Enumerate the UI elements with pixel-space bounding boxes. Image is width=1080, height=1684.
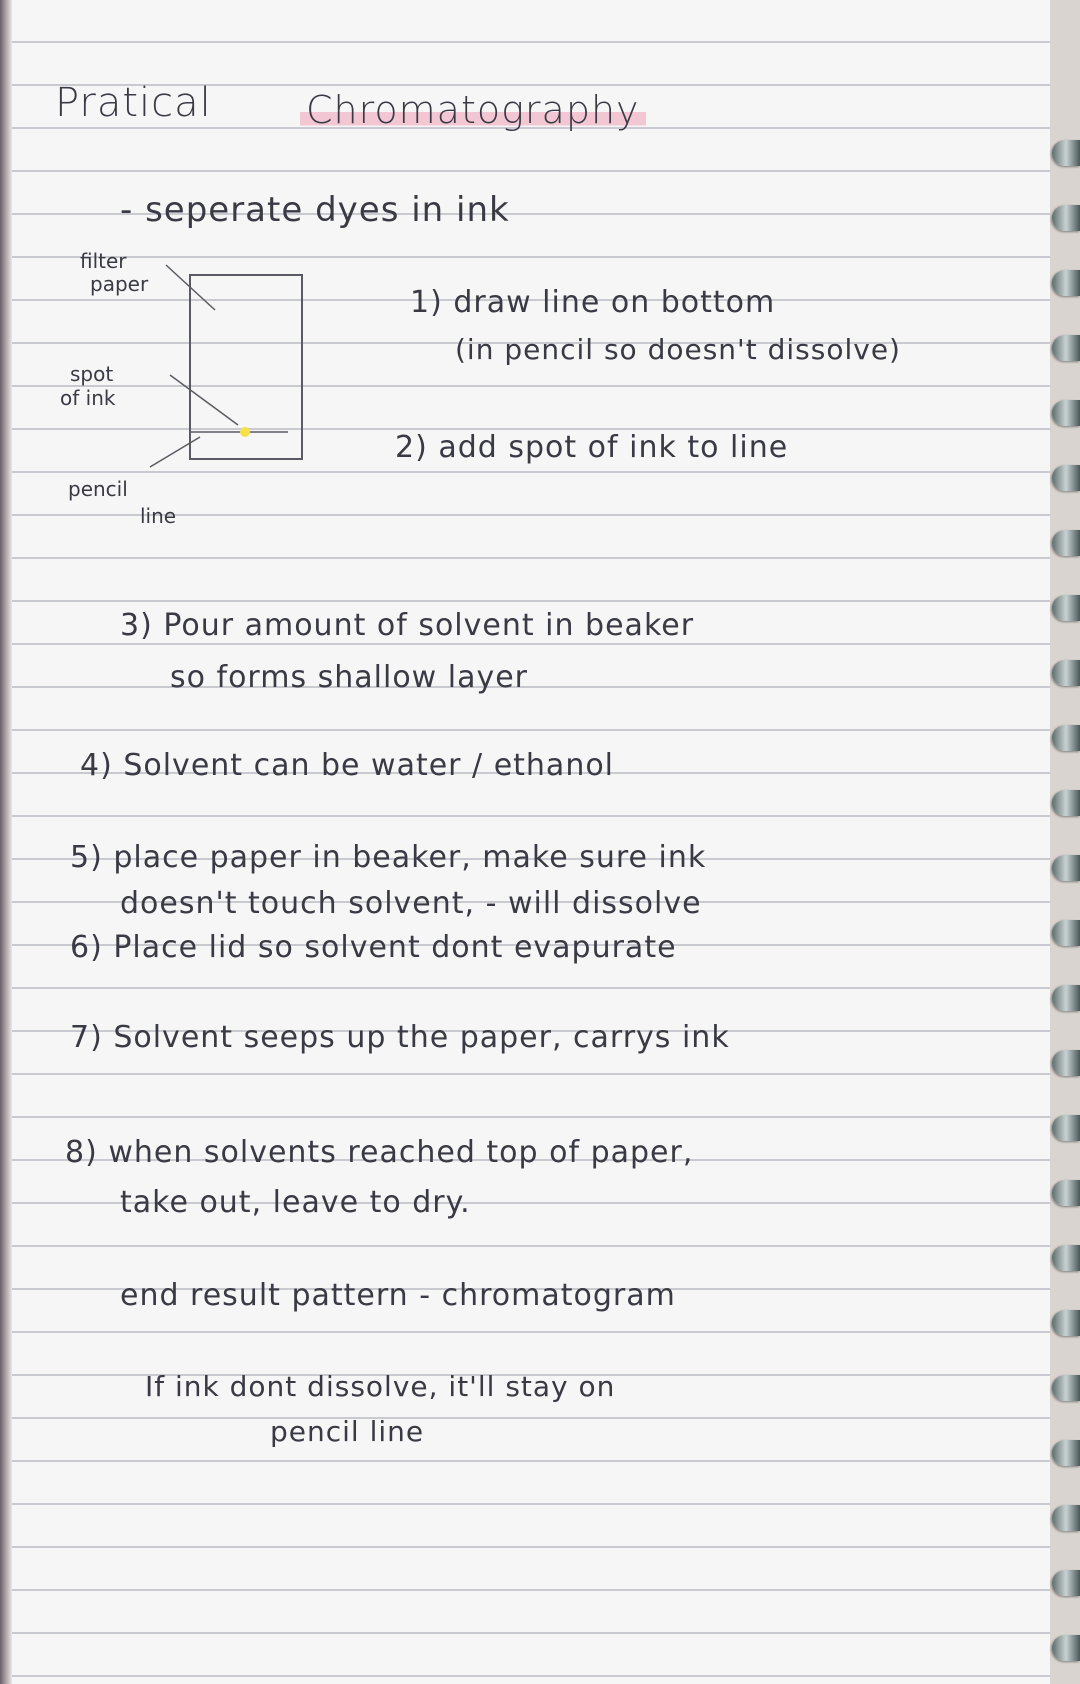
label-pencil: pencil bbox=[68, 477, 128, 501]
label-line: line bbox=[140, 504, 177, 528]
binding-ring bbox=[1052, 1635, 1080, 1661]
chromatography-diagram bbox=[50, 249, 310, 535]
binding-ring bbox=[1052, 660, 1080, 686]
pencil-label-pointer bbox=[150, 437, 200, 467]
label-paper: paper bbox=[90, 272, 149, 296]
label-filter: filter bbox=[80, 249, 127, 273]
step-8-line-1: 8) when solvents reached top of paper, bbox=[65, 1135, 694, 1170]
step-1-line-1: 1) draw line on bottom bbox=[410, 285, 776, 320]
spiral-binding bbox=[1040, 0, 1080, 1684]
step-3-line-2: so forms shallow layer bbox=[170, 660, 529, 695]
binding-ring bbox=[1052, 270, 1080, 296]
binding-ring bbox=[1052, 1245, 1080, 1271]
binding-ring bbox=[1052, 725, 1080, 751]
step-5-line-2: doesn't touch solvent, - will dissolve bbox=[120, 886, 702, 921]
binding-ring bbox=[1052, 1115, 1080, 1141]
binding-ring bbox=[1052, 855, 1080, 881]
binding-ring bbox=[1052, 595, 1080, 621]
binding-ring bbox=[1052, 1050, 1080, 1076]
note-if-line-2: pencil line bbox=[270, 1415, 425, 1448]
page-title: Chromatography bbox=[300, 88, 646, 132]
binding-ring bbox=[1052, 140, 1080, 166]
page-heading-practical: Pratical bbox=[55, 80, 212, 126]
binding-ring bbox=[1052, 1505, 1080, 1531]
binding-ring bbox=[1052, 920, 1080, 946]
binding-ring bbox=[1052, 400, 1080, 426]
binding-ring bbox=[1052, 1180, 1080, 1206]
binding-ring bbox=[1052, 205, 1080, 231]
ink-spot bbox=[240, 427, 250, 437]
label-spot: spot bbox=[70, 362, 114, 386]
binding-ring bbox=[1052, 530, 1080, 556]
subtitle: - seperate dyes in ink bbox=[120, 190, 510, 230]
step-6: 6) Place lid so solvent dont evapurate bbox=[70, 930, 677, 965]
step-7: 7) Solvent seeps up the paper, carrys ink bbox=[70, 1020, 730, 1055]
spot-label-pointer bbox=[170, 375, 238, 425]
binding-ring bbox=[1052, 465, 1080, 491]
binding-ring bbox=[1052, 1570, 1080, 1596]
end-result: end result pattern - chromatogram bbox=[120, 1278, 676, 1313]
step-5-line-1: 5) place paper in beaker, make sure ink bbox=[70, 840, 707, 875]
note-if-line-1: If ink dont dissolve, it'll stay on bbox=[145, 1370, 616, 1403]
binding-ring bbox=[1052, 1375, 1080, 1401]
binding-ring bbox=[1052, 1310, 1080, 1336]
binding-ring bbox=[1052, 335, 1080, 361]
step-1-line-2: (in pencil so doesn't dissolve) bbox=[455, 333, 901, 366]
label-of-ink: of ink bbox=[60, 386, 116, 410]
step-8-line-2: take out, leave to dry. bbox=[120, 1185, 471, 1220]
step-2: 2) add spot of ink to line bbox=[395, 430, 789, 465]
step-3-line-1: 3) Pour amount of solvent in beaker bbox=[120, 608, 695, 643]
page-left-edge bbox=[0, 0, 12, 1684]
binding-ring bbox=[1052, 1440, 1080, 1466]
binding-ring bbox=[1052, 790, 1080, 816]
step-4: 4) Solvent can be water / ethanol bbox=[80, 748, 615, 783]
binding-ring bbox=[1052, 985, 1080, 1011]
